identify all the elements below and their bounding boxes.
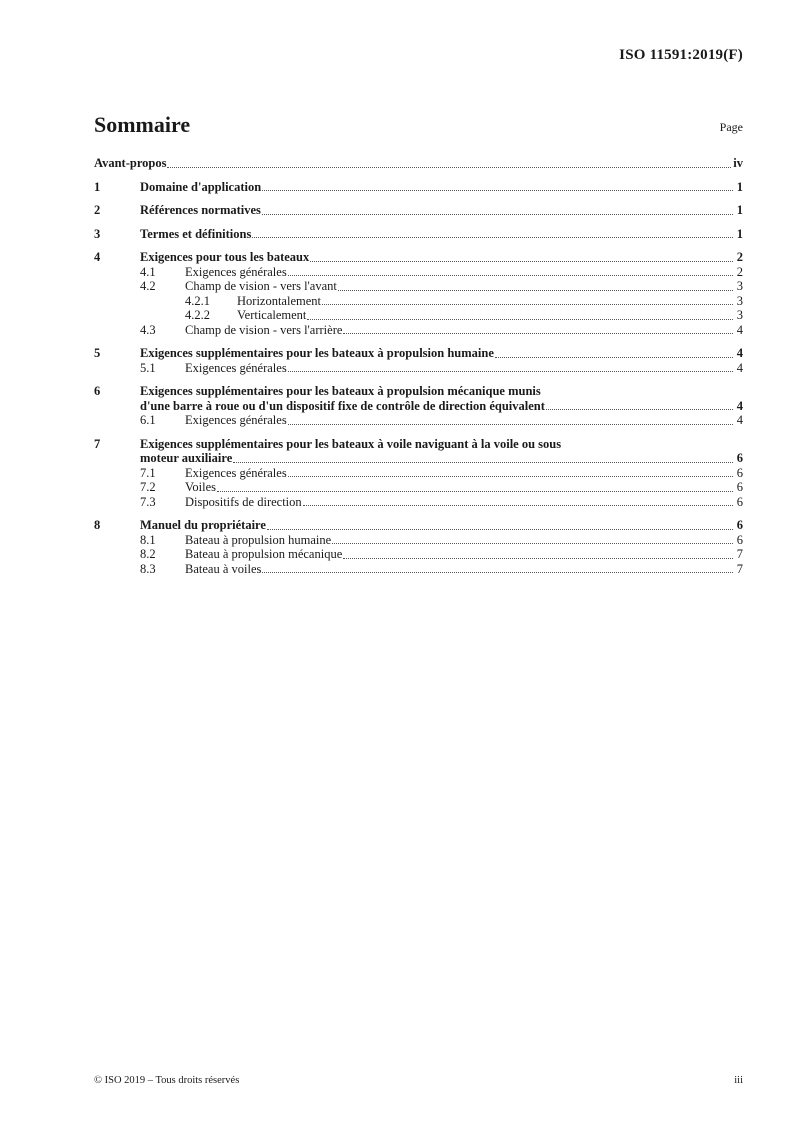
page-title: Sommaire — [94, 112, 191, 137]
leader-dots — [167, 167, 731, 168]
toc-entry-1[interactable] — [94, 180, 743, 195]
toc-page: 1 — [736, 203, 743, 217]
toc-label: Champ de vision - vers l'avant — [185, 279, 337, 293]
leader-dots — [288, 371, 733, 372]
toc-label: Termes et définitions — [140, 226, 252, 241]
toc-label: Bateau à propulsion mécanique — [185, 547, 343, 561]
toc-entry-7-1[interactable] — [94, 466, 743, 481]
toc-number: 5.1 — [140, 360, 156, 375]
toc-entry-8-1[interactable] — [94, 533, 743, 548]
leader-dots — [303, 505, 733, 506]
toc-entry-5[interactable] — [94, 346, 743, 361]
toc-number: 4.1 — [140, 264, 156, 279]
toc-label: Exigences générales — [185, 360, 287, 375]
table-of-contents — [94, 156, 743, 576]
toc-number: 3 — [94, 226, 101, 241]
leader-dots — [546, 409, 733, 410]
toc-number: 4.3 — [140, 322, 156, 337]
toc-number: 8.1 — [140, 532, 156, 547]
toc-page: 4 — [736, 398, 743, 413]
leader-dots — [343, 558, 733, 559]
toc-label: Bateau à propulsion humaine — [185, 532, 332, 547]
toc-label: Exigences générales — [185, 264, 287, 279]
toc-label: Domaine d'application — [140, 179, 262, 194]
toc-label: Exigences générales — [185, 413, 287, 427]
toc-label: Champ de vision - vers l'arrière — [185, 322, 343, 337]
toc-number: 8.2 — [140, 547, 156, 561]
toc-number: 7 — [94, 436, 101, 451]
page-column-label: Page — [719, 120, 743, 134]
leader-dots — [310, 261, 733, 262]
toc-number: 6 — [94, 384, 101, 398]
toc-label: Dispositifs de direction — [185, 494, 302, 509]
toc-page: 3 — [736, 308, 743, 322]
toc-number: 4.2 — [140, 279, 156, 293]
toc-page: 3 — [736, 293, 743, 308]
leader-dots — [252, 237, 733, 238]
toc-page: 7 — [736, 561, 743, 576]
toc-number: 5 — [94, 346, 101, 360]
toc-page: iv — [733, 156, 743, 170]
toc-entry-4-2[interactable] — [94, 279, 743, 294]
leader-dots — [338, 290, 733, 291]
toc-label-line1: Exigences supplémentaires pour les bateaux à voile naviguant à la voile ou sous — [140, 436, 562, 451]
toc-page: 4 — [736, 413, 743, 427]
toc-entry-2[interactable] — [94, 203, 743, 218]
toc-label-line2: moteur auxiliaire — [140, 451, 233, 465]
toc-number: 2 — [94, 203, 101, 217]
leader-dots — [262, 214, 733, 215]
toc-entry-4-1[interactable] — [94, 265, 743, 280]
toc-label-line2: d'une barre à roue ou d'un dispositif fixe de contrôle de direction équivalent — [140, 398, 545, 413]
toc-label: Avant-propos — [94, 156, 167, 170]
document-id: ISO 11591:2019(F) — [619, 47, 743, 63]
toc-number: 8.3 — [140, 561, 156, 576]
leader-dots — [262, 190, 733, 191]
toc-page: 1 — [736, 179, 743, 194]
leader-dots — [322, 304, 733, 305]
toc-entry-8[interactable] — [94, 518, 743, 533]
toc-entry-8-3[interactable] — [94, 562, 743, 577]
toc-page: 6 — [736, 532, 743, 547]
toc-page: 1 — [736, 226, 743, 241]
leader-dots — [267, 529, 733, 530]
toc-page: 2 — [736, 264, 743, 279]
toc-entry-3[interactable] — [94, 227, 743, 242]
toc-entry-6[interactable] — [94, 384, 743, 413]
toc-entry-7[interactable] — [94, 437, 743, 466]
toc-entry-4-2-2[interactable] — [94, 308, 743, 323]
toc-page: 3 — [736, 279, 743, 293]
toc-number: 1 — [94, 179, 101, 194]
leader-dots — [343, 333, 733, 334]
toc-page: 4 — [736, 360, 743, 375]
toc-number: 4.2.1 — [185, 293, 210, 308]
leader-dots — [307, 319, 733, 320]
toc-number: 4.2.2 — [185, 308, 210, 322]
toc-page: 6 — [736, 480, 743, 494]
toc-entry-7-3[interactable] — [94, 495, 743, 510]
toc-number: 7.3 — [140, 494, 156, 509]
toc-entry-4[interactable] — [94, 250, 743, 265]
toc-entry-4-2-1[interactable] — [94, 294, 743, 309]
toc-page: 6 — [736, 518, 743, 532]
leader-dots — [217, 491, 733, 492]
toc-label: Bateau à voiles — [185, 561, 262, 576]
toc-entry-6-1[interactable] — [94, 413, 743, 428]
toc-label-line1: Exigences supplémentaires pour les bateaux à propulsion mécanique munis — [140, 384, 541, 398]
toc-number: 7.2 — [140, 480, 156, 494]
toc-page: 4 — [736, 322, 743, 337]
toc-entry-4-3[interactable] — [94, 323, 743, 338]
toc-label: Exigences pour tous les bateaux — [140, 250, 310, 264]
toc-entry-8-2[interactable] — [94, 547, 743, 562]
leader-dots — [233, 462, 733, 463]
toc-number: 7.1 — [140, 465, 156, 480]
footer-page-number: iii — [734, 1075, 743, 1086]
toc-page: 7 — [736, 547, 743, 561]
toc-entry-7-2[interactable] — [94, 480, 743, 495]
toc-label: Exigences générales — [185, 465, 287, 480]
toc-page: 4 — [736, 346, 743, 360]
leader-dots — [332, 543, 733, 544]
toc-entry-5-1[interactable] — [94, 361, 743, 376]
toc-page: 6 — [736, 465, 743, 480]
toc-page: 6 — [736, 451, 743, 465]
toc-number: 6.1 — [140, 413, 156, 427]
toc-label: Horizontalement — [237, 293, 321, 308]
toc-label: Voiles — [185, 480, 217, 494]
leader-dots — [262, 572, 733, 573]
toc-label: Manuel du propriétaire — [140, 518, 266, 532]
toc-number: 4 — [94, 250, 101, 264]
leader-dots — [288, 275, 733, 276]
toc-page: 2 — [736, 250, 743, 264]
footer-copyright: © ISO 2019 – Tous droits réservés — [94, 1075, 240, 1086]
toc-number: 8 — [94, 518, 101, 532]
leader-dots — [288, 476, 733, 477]
toc-label: Verticalement — [237, 308, 307, 322]
toc-label: Exigences supplémentaires pour les bateaux à propulsion humaine — [140, 346, 494, 360]
leader-dots — [495, 357, 733, 358]
toc-label: Références normatives — [140, 203, 261, 217]
toc-page: 6 — [736, 494, 743, 509]
toc-entry-foreword[interactable] — [94, 156, 743, 171]
leader-dots — [288, 424, 733, 425]
